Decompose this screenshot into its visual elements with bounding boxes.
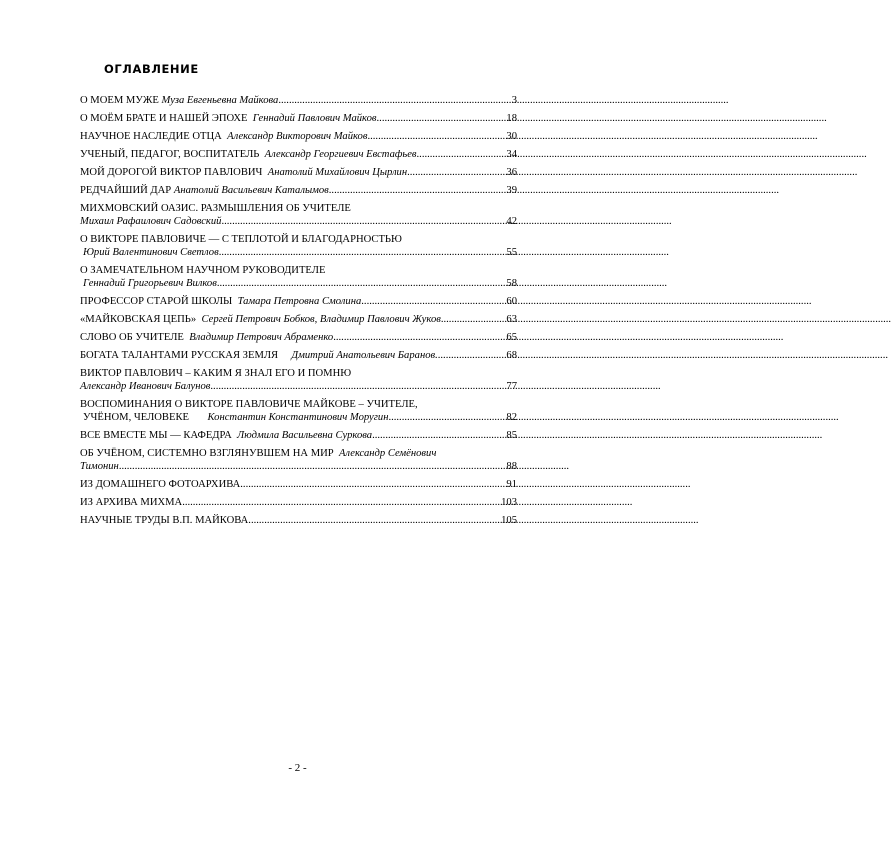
leader-dots xyxy=(361,295,505,308)
toc-entry-title: ВСЕ ВМЕСТЕ МЫ — КАФЕДРА xyxy=(80,430,232,441)
toc-entry-page: 63 xyxy=(506,314,517,325)
toc-entry-author: Александр Георгиевич Евстафьев xyxy=(264,149,417,160)
toc-entry-title: УЧЕНЫЙ, ПЕДАГОГ, ВОСПИТАТЕЛЬ xyxy=(80,149,260,160)
toc-entry-author: Александр Викторович Майков xyxy=(227,131,368,142)
toc-entry[interactable] xyxy=(80,94,517,107)
toc-entry-title: ИЗ ДОМАШНЕГО ФОТОАРХИВА xyxy=(80,479,241,490)
page-number: - 2 - xyxy=(288,762,307,774)
toc-entry-author: Юрий Валентинович Светлов xyxy=(83,247,219,258)
toc-entry[interactable] xyxy=(80,398,517,424)
toc-entry-page: 68 xyxy=(506,350,517,361)
leader-dots xyxy=(248,514,500,527)
toc-entry[interactable] xyxy=(80,367,517,393)
toc-entry-author: Константин Константинович Моругин xyxy=(207,412,389,423)
toc-entry-page: 85 xyxy=(506,430,517,441)
leader-dots xyxy=(438,349,506,362)
leader-dots xyxy=(417,148,506,161)
toc-entry[interactable] xyxy=(80,313,517,326)
toc-entry-title: «МАЙКОВСКАЯ ЦЕПЬ» xyxy=(80,314,197,325)
table-of-contents xyxy=(80,94,517,532)
leader-dots xyxy=(388,411,505,424)
toc-entry-page: 18 xyxy=(506,113,517,124)
toc-entry-title: ВИКТОР ПАВЛОВИЧ – КАКИМ Я ЗНАЛ ЕГО И ПОМНЮ xyxy=(80,368,352,379)
toc-entry[interactable] xyxy=(80,202,517,228)
toc-entry-page: 42 xyxy=(506,216,517,227)
toc-entry-page: 77 xyxy=(506,381,517,392)
toc-entry[interactable] xyxy=(80,166,517,179)
toc-entry-page: 36 xyxy=(506,167,517,178)
leader-dots xyxy=(217,277,506,290)
leader-dots xyxy=(240,478,505,491)
toc-entry-title: ИЗ АРХИВА МИХМА xyxy=(80,497,183,508)
toc-entry[interactable] xyxy=(80,514,517,527)
toc-entry-page: 65 xyxy=(506,332,517,343)
leader-dots xyxy=(210,380,505,393)
toc-entry-title: СЛОВО ОБ УЧИТЕЛЕ xyxy=(80,332,184,343)
toc-entry-author: Тамара Петровна Смолина xyxy=(237,296,362,307)
toc-entry-page: 82 xyxy=(506,412,517,423)
toc-entry-page: 103 xyxy=(501,497,517,508)
toc-entry[interactable] xyxy=(80,130,517,143)
toc-entry-author-cont: Тимонин xyxy=(80,461,119,472)
toc-entry-title: ВОСПОМИНАНИЯ О ВИКТОРЕ ПАВЛОВИЧЕ МАЙКОВЕ – УЧИТЕЛЕ, xyxy=(80,399,418,410)
toc-entry[interactable] xyxy=(80,331,517,344)
leader-dots xyxy=(221,215,505,228)
toc-entry[interactable] xyxy=(80,349,517,362)
toc-entry-page: 39 xyxy=(506,185,517,196)
toc-entry[interactable] xyxy=(80,295,517,308)
leader-dots xyxy=(278,94,510,107)
leader-dots xyxy=(182,496,500,509)
leader-dots xyxy=(407,166,505,179)
leader-dots xyxy=(377,112,506,125)
toc-entry-author: Александр Семёнович xyxy=(338,448,437,459)
toc-entry-page: 30 xyxy=(506,131,517,142)
leader-dots xyxy=(219,246,506,259)
leader-dots xyxy=(441,313,506,326)
toc-entry-title: МИХМОВСКИЙ ОАЗИС. РАЗМЫШЛЕНИЯ ОБ УЧИТЕЛЕ xyxy=(80,203,351,214)
toc-entry[interactable] xyxy=(80,233,517,259)
leader-dots xyxy=(372,429,505,442)
leader-dots xyxy=(333,331,505,344)
toc-entry-title: НАУЧНЫЕ ТРУДЫ В.П. МАЙКОВА xyxy=(80,515,249,526)
leader-dots xyxy=(119,460,506,473)
toc-entry-author: Сергей Петрович Бобков, Владимир Павлович Жуков xyxy=(201,314,441,325)
toc-entry[interactable] xyxy=(80,264,517,290)
toc-entry-title: ПРОФЕССОР СТАРОЙ ШКОЛЫ xyxy=(80,296,233,307)
toc-entry-title: ОБ УЧЁНОМ, СИСТЕМНО ВЗГЛЯНУВШЕМ НА МИР xyxy=(80,448,334,459)
toc-entry-title: О МОЁМ БРАТЕ И НАШЕЙ ЭПОХЕ xyxy=(80,113,248,124)
toc-entry-page: 91 xyxy=(506,479,517,490)
toc-entry-author: Геннадий Григорьевич Вилков xyxy=(83,278,217,289)
toc-entry-page: 58 xyxy=(506,278,517,289)
toc-entry-page: 55 xyxy=(506,247,517,258)
leader-dots xyxy=(329,184,506,197)
toc-entry[interactable] xyxy=(80,184,517,197)
toc-entry[interactable] xyxy=(80,478,517,491)
toc-entry-page: 3 xyxy=(511,95,517,106)
toc-heading: ОГЛАВЛЕНИЕ xyxy=(104,62,199,76)
toc-entry[interactable] xyxy=(80,112,517,125)
toc-entry[interactable] xyxy=(80,148,517,161)
toc-entry-author: Дмитрий Анатольевич Баранов. xyxy=(291,350,438,361)
toc-entry-title: О МОЕМ МУЖЕ xyxy=(80,95,159,106)
leader-dots xyxy=(367,130,505,143)
toc-entry-page: 34 xyxy=(506,149,517,160)
toc-entry-author: Геннадий Павлович Майков xyxy=(252,113,377,124)
toc-entry-author: Владимир Петрович Абраменко xyxy=(189,332,334,343)
toc-entry[interactable] xyxy=(80,429,517,442)
toc-entry-title: МОЙ ДОРОГОЙ ВИКТОР ПАВЛОВИЧ xyxy=(80,167,263,178)
toc-entry-page: 60 xyxy=(506,296,517,307)
toc-entry-author: Михаил Рафаилович Садовский xyxy=(80,216,222,227)
toc-entry[interactable] xyxy=(80,447,517,473)
toc-entry-title: О ЗАМЕЧАТЕЛЬНОМ НАУЧНОМ РУКОВОДИТЕЛЕ xyxy=(80,265,326,276)
toc-entry-page: 88 xyxy=(506,461,517,472)
toc-entry-author: Людмила Васильевна Суркова xyxy=(237,430,373,441)
toc-entry-author: Анатолий Васильевич Каталымов xyxy=(173,185,329,196)
toc-entry-title: БОГАТА ТАЛАНТАМИ РУССКАЯ ЗЕМЛЯ xyxy=(80,350,279,361)
toc-entry-title-cont: УЧЁНОМ, ЧЕЛОВЕКЕ xyxy=(83,412,189,423)
toc-entry-title: РЕДЧАЙШИЙ ДАР xyxy=(80,185,172,196)
toc-entry-page: 105 xyxy=(501,515,517,526)
toc-entry-author: Анатолий Михайлович Цырлин xyxy=(267,167,408,178)
toc-entry-author: Александр Иванович Балунов xyxy=(80,381,211,392)
toc-entry-title: НАУЧНОЕ НАСЛЕДИЕ ОТЦА xyxy=(80,131,222,142)
toc-entry-author: Муза Евгеньевна Майкова xyxy=(161,95,279,106)
toc-entry[interactable] xyxy=(80,496,517,509)
toc-entry-title: О ВИКТОРЕ ПАВЛОВИЧЕ — С ТЕПЛОТОЙ И БЛАГОДАРНОСТЬЮ xyxy=(80,234,402,245)
